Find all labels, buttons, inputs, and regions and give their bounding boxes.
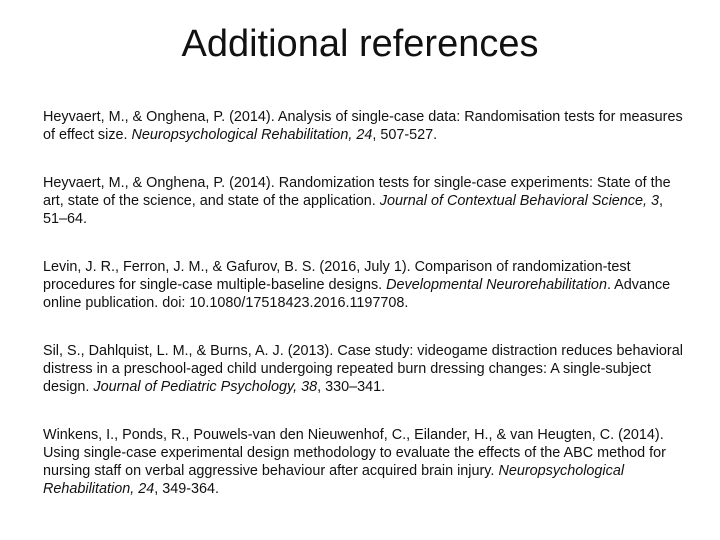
- reference-text: , 349-364.: [154, 481, 220, 497]
- reference-source: Journal of Pediatric Psychology, 38: [93, 379, 318, 395]
- reference-source: Journal of Contextual Behavioral Science, 3: [379, 193, 659, 209]
- reference-text: , 330–341.: [317, 379, 386, 395]
- reference-text: Winkens, I., Ponds, R., Pouwels-van den Nieuwenhof, C., Eilander, H., & van Heugten, C. (2014). Using single-case experimental design methodology to evaluate the effects of the ABC method for nursing staff on verbal aggressive behaviour after acquired brain injury.: [43, 427, 666, 479]
- reference-text: , 51–64.: [43, 193, 663, 227]
- reference-text: , 507-527.: [372, 127, 438, 143]
- reference-item: [43, 426, 683, 498]
- reference-text: Heyvaert, M., & Onghena, P. (2014). Analysis of single-case data: Randomisation tests for measures of effect size.: [43, 109, 683, 143]
- reference-item: [43, 174, 683, 228]
- reference-source: Developmental Neurorehabilitation: [386, 277, 607, 293]
- reference-text: Heyvaert, M., & Onghena, P. (2014). Randomization tests for single-case experiments: State of the art, state of the science, and state of the application.: [43, 175, 671, 209]
- reference-text: Sil, S., Dahlquist, L. M., & Burns, A. J. (2013). Case study: videogame distraction reduces behavioral distress in a preschool-aged child undergoing repeated burn dressing changes: A single-subject design.: [43, 343, 683, 395]
- reference-text: Levin, J. R., Ferron, J. M., & Gafurov, B. S. (2016, July 1). Comparison of randomization-test procedures for single-case multiple-baseline designs.: [43, 259, 631, 293]
- reference-source: Neuropsychological Rehabilitation, 24: [131, 127, 373, 143]
- reference-item: [43, 258, 683, 312]
- reference-text: . Advance online publication. doi: 10.1080/17518423.2016.1197708.: [43, 277, 671, 311]
- reference-source: Neuropsychological Rehabilitation, 24: [43, 463, 625, 497]
- reference-item: [43, 342, 683, 396]
- reference-list: [43, 108, 683, 498]
- page-title: Additional references: [181, 23, 539, 65]
- reference-item: [43, 108, 683, 144]
